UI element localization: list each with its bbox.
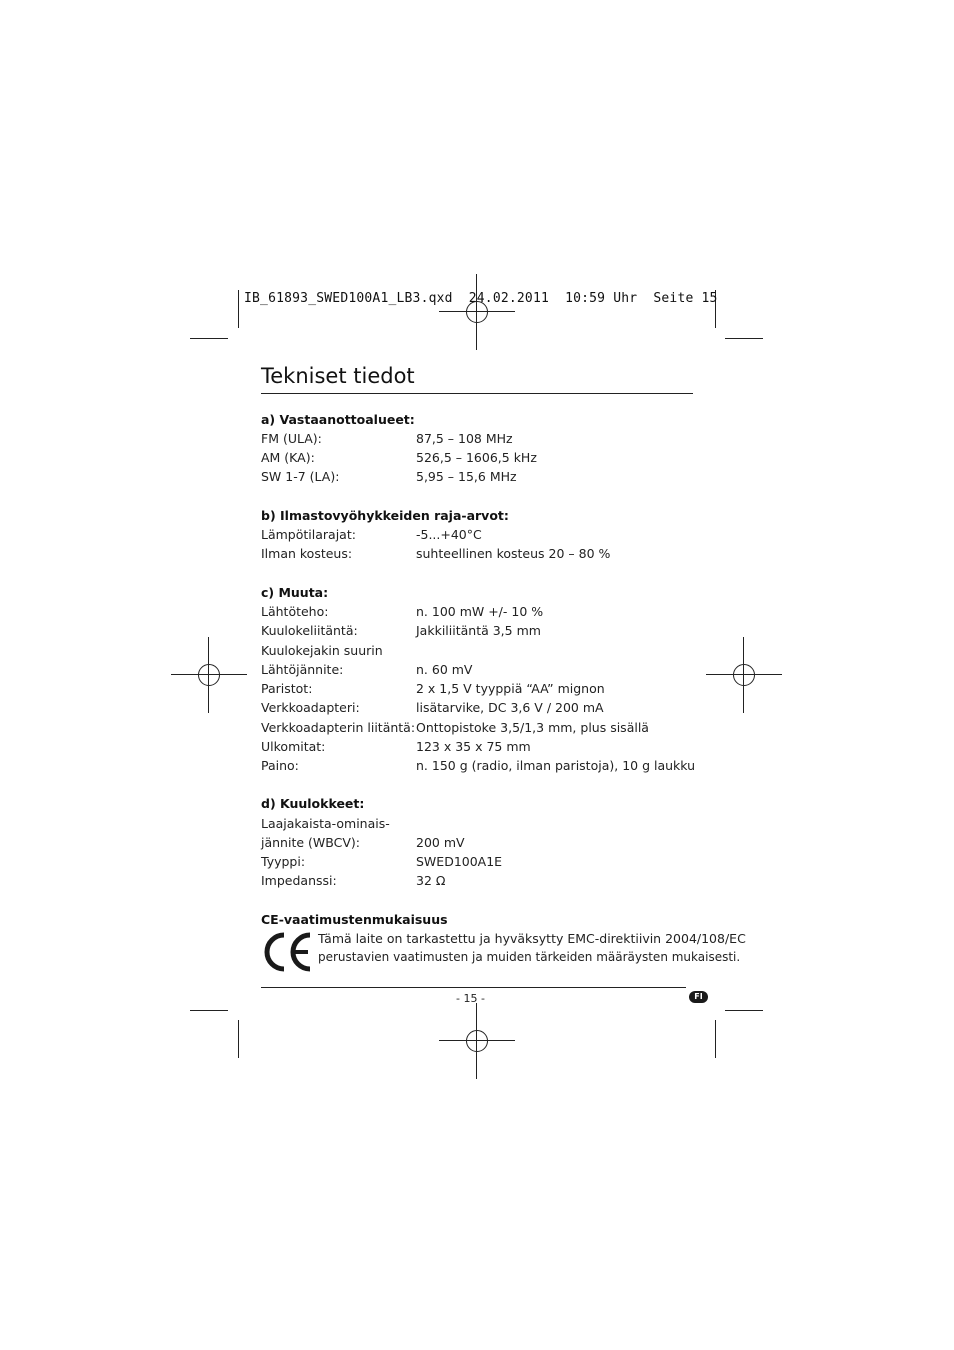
section-heading-b: b) Ilmastovyöhykkeiden raja-arvot: — [261, 508, 509, 523]
spec-label: FM (ULA): — [261, 431, 322, 446]
registration-mark-right — [706, 637, 782, 713]
spec-value: Onttopistoke 3,5/1,3 mm, plus sisällä — [416, 720, 649, 735]
spec-value: n. 150 g (radio, ilman paristoja), 10 g laukku — [416, 758, 696, 773]
crop-mark — [190, 338, 228, 339]
spec-value: 32 Ω — [416, 873, 446, 888]
spec-label: Ulkomitat: — [261, 739, 326, 754]
language-badge: FI — [689, 991, 708, 1003]
spec-label: jännite (WBCV): — [261, 835, 360, 850]
spec-label: Verkkoadapterin liitäntä: — [261, 720, 416, 735]
section-heading-c: c) Muuta: — [261, 585, 329, 600]
spec-value: 2 x 1,5 V tyyppiä “AA” mignon — [416, 681, 605, 696]
registration-mark-left — [171, 637, 247, 713]
spec-label: Ilman kosteus: — [261, 546, 353, 561]
footer-rule — [261, 987, 686, 988]
crop-mark — [190, 1010, 228, 1011]
spec-value: lisätarvike, DC 3,6 V / 200 mA — [416, 700, 604, 715]
ce-mark-logo — [262, 931, 314, 973]
section-heading-a: a) Vastaanottoalueet: — [261, 412, 415, 427]
spec-label: Kuulokeliitäntä: — [261, 623, 358, 638]
spec-label: SW 1-7 (LA): — [261, 469, 340, 484]
spec-label: Laajakaista-ominais- — [261, 816, 390, 831]
title-underline — [261, 393, 693, 394]
spec-label: Paino: — [261, 758, 299, 773]
spec-label: Lähtöteho: — [261, 604, 329, 619]
spec-value: n. 60 mV — [416, 662, 473, 677]
ce-statement-line-1: Tämä laite on tarkastettu ja hyväksytty EMC-direktiivin 2004/108/EC — [318, 931, 746, 946]
page-title: Tekniset tiedot — [261, 364, 415, 388]
spec-value: n. 100 mW +/- 10 % — [416, 604, 544, 619]
spec-label: Lämpötilarajat: — [261, 527, 356, 542]
spec-value: 87,5 – 108 MHz — [416, 431, 513, 446]
crop-mark — [725, 338, 763, 339]
registration-mark-top — [439, 274, 515, 350]
crop-mark — [238, 1020, 239, 1058]
spec-value: SWED100A1E — [416, 854, 503, 869]
spec-label: AM (KA): — [261, 450, 315, 465]
crop-mark — [238, 290, 239, 328]
section-heading-d: d) Kuulokkeet: — [261, 796, 365, 811]
ce-statement-line-2: perustavien vaatimusten ja muiden tärkeiden määräysten mukaisesti. — [318, 950, 741, 964]
crop-mark — [715, 1020, 716, 1058]
spec-value: 526,5 – 1606,5 kHz — [416, 450, 537, 465]
spec-value: 200 mV — [416, 835, 465, 850]
spec-label: Paristot: — [261, 681, 313, 696]
spec-value: 5,95 – 15,6 MHz — [416, 469, 517, 484]
spec-value: suhteellinen kosteus 20 – 80 % — [416, 546, 611, 561]
spec-label: Kuulokejakin suurin — [261, 643, 383, 658]
print-slug-line: IB_61893_SWED100A1_LB3.qxd 24.02.2011 10:59 Uhr Seite 15 — [244, 291, 718, 306]
spec-label: Impedanssi: — [261, 873, 337, 888]
spec-value: -5...+40°C — [416, 527, 482, 542]
crop-mark — [725, 1010, 763, 1011]
page-number: - 15 - — [456, 992, 485, 1005]
registration-mark-bottom — [439, 1003, 515, 1079]
spec-label: Lähtöjännite: — [261, 662, 344, 677]
spec-label: Verkkoadapteri: — [261, 700, 360, 715]
spec-value: Jakkiliitäntä 3,5 mm — [416, 623, 541, 638]
spec-label: Tyyppi: — [261, 854, 306, 869]
spec-value: 123 x 35 x 75 mm — [416, 739, 531, 754]
ce-heading: CE-vaatimustenmukaisuus — [261, 912, 448, 927]
